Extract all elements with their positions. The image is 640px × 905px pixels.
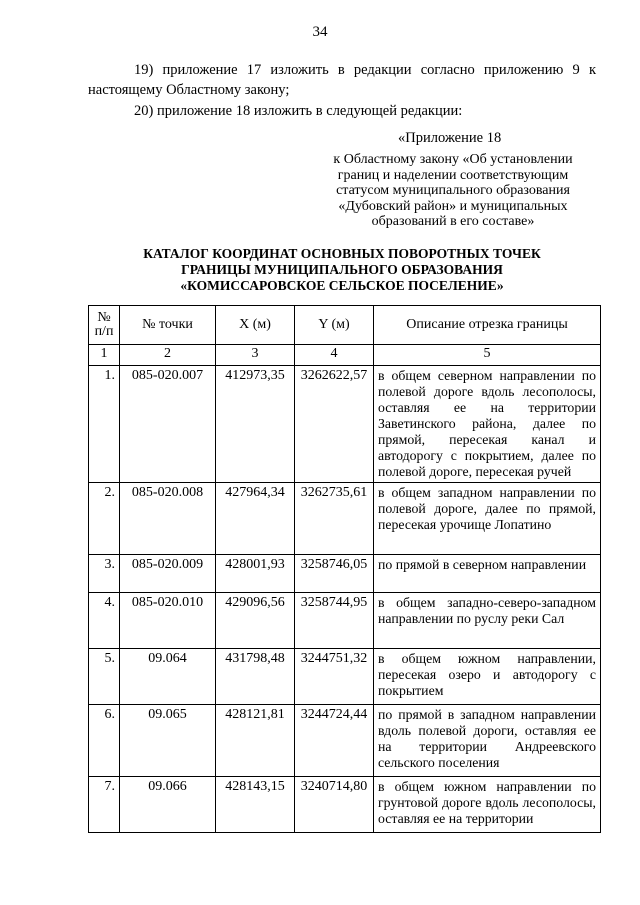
header-num-abbr: п/п <box>94 324 114 339</box>
appendix-reference <box>310 152 596 230</box>
table-row <box>89 555 601 593</box>
row-number: 2. <box>89 483 120 555</box>
appendix-line: к Областному закону «Об установлении <box>333 152 573 167</box>
header-num-symbol: № <box>97 310 111 325</box>
point-id: 085-020.010 <box>120 593 216 649</box>
header-num <box>89 306 120 345</box>
row-number: 7. <box>89 777 120 833</box>
column-index: 2 <box>120 345 216 366</box>
row-number: 3. <box>89 555 120 593</box>
x-coordinate: 429096,56 <box>216 593 295 649</box>
point-id: 085-020.007 <box>120 366 216 483</box>
y-coordinate: 3262622,57 <box>295 366 374 483</box>
x-coordinate: 428143,15 <box>216 777 295 833</box>
column-index-row <box>89 345 601 366</box>
y-coordinate: 3258744,95 <box>295 593 374 649</box>
table-row <box>89 777 601 833</box>
column-index: 4 <box>295 345 374 366</box>
segment-description: в общем западно-северо-западном направлении по руслу реки Сал <box>374 593 601 649</box>
appendix-line: границ и наделении соответствующим <box>337 167 569 183</box>
y-coordinate: 3244724,44 <box>295 705 374 777</box>
header-y: Y (м) <box>295 306 374 345</box>
segment-description: в общем южном направлении по грунтовой дороге вдоль лесополосы, оставляя ее на территории <box>374 777 601 833</box>
x-coordinate: 428121,81 <box>216 705 295 777</box>
segment-description: в общем северном направлении по полевой дороге вдоль лесополосы, оставляя ее на территории Заветинского района, далее по прямой, пересекая канал и автодорогу с покрытием, далее по полевой дороге, пересекая ручей <box>374 366 601 483</box>
y-coordinate: 3258746,05 <box>295 555 374 593</box>
table-row <box>89 483 601 555</box>
catalog-title-line: КАТАЛОГ КООРДИНАТ ОСНОВНЫХ ПОВОРОТНЫХ ТОЧЕК <box>143 246 541 261</box>
coordinates-table <box>88 305 601 833</box>
column-index: 1 <box>89 345 120 366</box>
header-point: № точки <box>120 306 216 345</box>
point-id: 085-020.008 <box>120 483 216 555</box>
table-row <box>89 593 601 649</box>
row-number: 6. <box>89 705 120 777</box>
y-coordinate: 3262735,61 <box>295 483 374 555</box>
row-number: 4. <box>89 593 120 649</box>
table-row <box>89 649 601 705</box>
point-id: 09.064 <box>120 649 216 705</box>
paragraph-19: 19) приложение 17 изложить в редакции согласно приложению 9 к настоящему Областному закону; <box>88 62 596 98</box>
point-id: 09.065 <box>120 705 216 777</box>
appendix-title: «Приложение 18 <box>398 130 502 146</box>
segment-description: по прямой в западном направлении вдоль полевой дороги, оставляя ее на территории Андреевского сельского поселения <box>374 705 601 777</box>
page-number: 34 <box>312 24 328 40</box>
table-row <box>89 366 601 483</box>
segment-description: в общем южном направлении, пересекая озеро и автодорогу с покрытием <box>374 649 601 705</box>
y-coordinate: 3244751,32 <box>295 649 374 705</box>
column-index: 5 <box>374 345 601 366</box>
x-coordinate: 428001,93 <box>216 555 295 593</box>
paragraph-20: 20) приложение 18 изложить в следующей редакции: <box>134 103 463 119</box>
column-index: 3 <box>216 345 295 366</box>
catalog-title-line: «КОМИССАРОВСКОЕ СЕЛЬСКОЕ ПОСЕЛЕНИЕ» <box>180 278 504 293</box>
point-id: 085-020.009 <box>120 555 216 593</box>
catalog-title-line: ГРАНИЦЫ МУНИЦИПАЛЬНОГО ОБРАЗОВАНИЯ <box>181 262 503 277</box>
x-coordinate: 427964,34 <box>216 483 295 555</box>
row-number: 1. <box>89 366 120 483</box>
x-coordinate: 412973,35 <box>216 366 295 483</box>
appendix-line: образований в его составе» <box>371 214 535 229</box>
table-header-row <box>89 306 601 345</box>
header-description: Описание отрезка границы <box>374 306 601 345</box>
table-row <box>89 705 601 777</box>
row-number: 5. <box>89 649 120 705</box>
segment-description: в общем западном направлении по полевой дороге, далее по прямой, пересекая урочище Лопатино <box>374 483 601 555</box>
segment-description: по прямой в северном направлении <box>374 555 601 593</box>
x-coordinate: 431798,48 <box>216 649 295 705</box>
appendix-line: статусом муниципального образования <box>336 183 570 198</box>
header-x: X (м) <box>216 306 295 345</box>
appendix-line: «Дубовский район» и муниципальных <box>338 198 568 214</box>
catalog-title <box>88 246 596 294</box>
y-coordinate: 3240714,80 <box>295 777 374 833</box>
point-id: 09.066 <box>120 777 216 833</box>
